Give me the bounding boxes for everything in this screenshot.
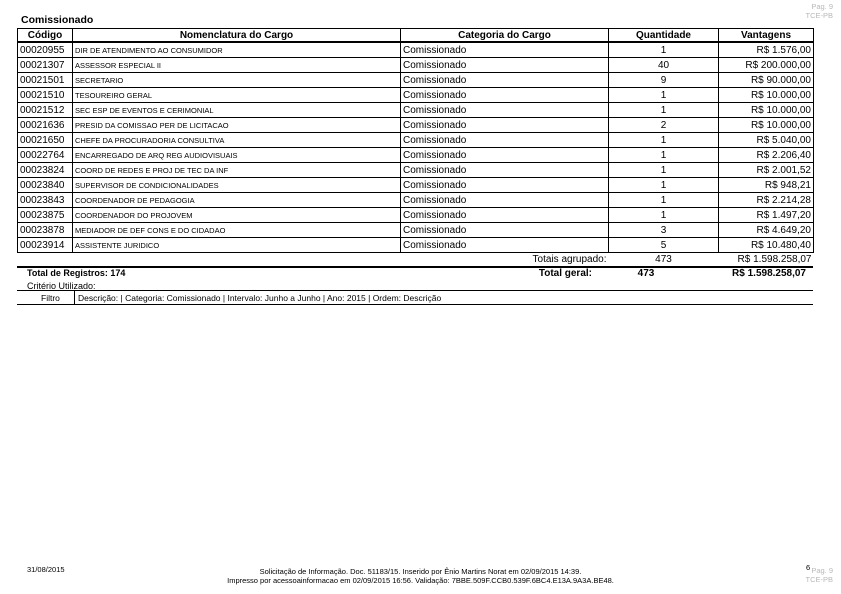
cell-categoria: Comissionado <box>401 73 609 88</box>
table-row <box>18 178 814 193</box>
header-categoria: Categoria do Cargo <box>401 29 609 43</box>
cell-nomenclatura: TESOUREIRO GERAL <box>73 88 401 103</box>
table-row <box>18 58 814 73</box>
cell-categoria: Comissionado <box>401 178 609 193</box>
cell-nomenclatura: COORDENADOR DO PROJOVEM <box>73 208 401 223</box>
cell-codigo: 00023875 <box>18 208 73 223</box>
cell-codigo: 00020955 <box>18 42 73 58</box>
cell-vantagens: R$ 2.214,28 <box>719 193 814 208</box>
cell-vantagens: R$ 2.206,40 <box>719 148 814 163</box>
totals-grouped-label: Totais agrupado: <box>532 254 607 265</box>
cell-categoria: Comissionado <box>401 163 609 178</box>
table-row <box>18 193 814 208</box>
cell-vantagens: R$ 10.480,40 <box>719 238 814 253</box>
cell-quantidade: 1 <box>609 133 719 148</box>
cell-vantagens: R$ 10.000,00 <box>719 103 814 118</box>
table-row <box>18 223 814 238</box>
cell-vantagens: R$ 90.000,00 <box>719 73 814 88</box>
total-geral-quantity: 473 <box>637 268 655 279</box>
watermark-org: TCE-PB <box>805 574 833 584</box>
filter-label: Filtro <box>41 293 60 303</box>
totals-grouped-quantity: 473 <box>655 254 672 265</box>
cell-codigo: 00021307 <box>18 58 73 73</box>
cell-codigo: 00022764 <box>18 148 73 163</box>
footer-date: 31/08/2015 <box>27 565 65 574</box>
cell-categoria: Comissionado <box>401 208 609 223</box>
cell-quantidade: 1 <box>609 178 719 193</box>
cell-nomenclatura: ASSESSOR ESPECIAL II <box>73 58 401 73</box>
cell-codigo: 00023840 <box>18 178 73 193</box>
table-row <box>18 103 814 118</box>
watermark-org: TCE-PB <box>805 10 833 20</box>
cell-codigo: 00023878 <box>18 223 73 238</box>
cell-nomenclatura: COORD DE REDES E PROJ DE TEC DA INF <box>73 163 401 178</box>
footer-page-number: 6 <box>806 563 811 572</box>
totals-grouped-value: R$ 1.598.258,07 <box>737 254 812 265</box>
table-row <box>18 148 814 163</box>
cell-codigo: 00021650 <box>18 133 73 148</box>
positions-table <box>17 28 814 266</box>
table-row <box>18 163 814 178</box>
cell-quantidade: 1 <box>609 163 719 178</box>
cell-vantagens: R$ 4.649,20 <box>719 223 814 238</box>
cell-quantidade: 40 <box>609 58 719 73</box>
cell-nomenclatura: PRESID DA COMISSAO PER DE LICITACAO <box>73 118 401 133</box>
criterio-label: Critério Utilizado: <box>27 281 96 291</box>
cell-quantidade: 1 <box>609 193 719 208</box>
section-title: Comissionado <box>21 14 94 26</box>
total-registros: Total de Registros: 174 <box>27 268 126 278</box>
cell-quantidade: 2 <box>609 118 719 133</box>
total-geral-value: R$ 1.598.258,07 <box>732 268 806 279</box>
cell-codigo: 00021512 <box>18 103 73 118</box>
cell-categoria: Comissionado <box>401 58 609 73</box>
table-row <box>18 208 814 223</box>
footer-print-info: Impresso por acessoainformacao em 02/09/2015 16:56. Validação: 7BBE.509F.CCB0.539F.6BC4.E13A.9A3A.BE48. <box>227 576 614 585</box>
cell-categoria: Comissionado <box>401 88 609 103</box>
total-geral-label: Total geral: <box>538 268 592 279</box>
header-codigo: Código <box>18 29 73 43</box>
footer-request-info: Solicitação de Informação. Doc. 51183/15. Inserido por Ênio Martins Norat em 02/09/2015 14:39. <box>259 567 582 576</box>
page-watermark-top <box>805 3 833 20</box>
cell-codigo: 00021510 <box>18 88 73 103</box>
cell-quantidade: 5 <box>609 238 719 253</box>
cell-quantidade: 1 <box>609 103 719 118</box>
filter-text: Descrição: | Categoria: Comissionado | Intervalo: Junho a Junho | Ano: 2015 | Ordem: Descrição <box>78 293 442 303</box>
cell-codigo: 00023824 <box>18 163 73 178</box>
cell-categoria: Comissionado <box>401 193 609 208</box>
cell-nomenclatura: SEC ESP DE EVENTOS E CERIMONIAL <box>73 103 401 118</box>
watermark-page: Pag. 9 <box>811 566 833 575</box>
cell-vantagens: R$ 5.040,00 <box>719 133 814 148</box>
cell-quantidade: 1 <box>609 208 719 223</box>
cell-categoria: Comissionado <box>401 118 609 133</box>
cell-nomenclatura: SUPERVISOR DE CONDICIONALIDADES <box>73 178 401 193</box>
cell-categoria: Comissionado <box>401 42 609 58</box>
header-quantidade: Quantidade <box>609 29 719 43</box>
table-row <box>18 73 814 88</box>
cell-vantagens: R$ 200.000,00 <box>719 58 814 73</box>
cell-nomenclatura: SECRETARIO <box>73 73 401 88</box>
table-header-row <box>18 29 814 43</box>
table-row <box>18 238 814 253</box>
table-body <box>18 42 814 266</box>
cell-quantidade: 1 <box>609 42 719 58</box>
cell-vantagens: R$ 1.497,20 <box>719 208 814 223</box>
table-row <box>18 118 814 133</box>
header-vantagens: Vantagens <box>719 29 814 43</box>
cell-codigo: 00021501 <box>18 73 73 88</box>
cell-nomenclatura: ASSISTENTE JURIDICO <box>73 238 401 253</box>
cell-categoria: Comissionado <box>401 238 609 253</box>
cell-codigo: 00023914 <box>18 238 73 253</box>
cell-vantagens: R$ 948,21 <box>719 178 814 193</box>
cell-quantidade: 1 <box>609 88 719 103</box>
cell-nomenclatura: CHEFE DA PROCURADORIA CONSULTIVA <box>73 133 401 148</box>
table-row <box>18 42 814 58</box>
divider <box>17 304 813 305</box>
cell-quantidade: 1 <box>609 148 719 163</box>
cell-codigo: 00021636 <box>18 118 73 133</box>
filter-separator <box>74 291 75 304</box>
watermark-page: Pag. 9 <box>811 2 833 11</box>
cell-quantidade: 9 <box>609 73 719 88</box>
cell-nomenclatura: COORDENADOR DE PEDAGOGIA <box>73 193 401 208</box>
cell-codigo: 00023843 <box>18 193 73 208</box>
cell-categoria: Comissionado <box>401 223 609 238</box>
cell-vantagens: R$ 10.000,00 <box>719 118 814 133</box>
cell-nomenclatura: ENCARREGADO DE ARQ REG AUDIOVISUAIS <box>73 148 401 163</box>
divider <box>17 290 813 291</box>
totals-grouped-row <box>18 253 814 267</box>
cell-vantagens: R$ 10.000,00 <box>719 88 814 103</box>
cell-categoria: Comissionado <box>401 133 609 148</box>
table-row <box>18 133 814 148</box>
cell-categoria: Comissionado <box>401 103 609 118</box>
cell-nomenclatura: DIR DE ATENDIMENTO AO CONSUMIDOR <box>73 42 401 58</box>
cell-vantagens: R$ 2.001,52 <box>719 163 814 178</box>
cell-nomenclatura: MEDIADOR DE DEF CONS E DO CIDADAO <box>73 223 401 238</box>
table-row <box>18 88 814 103</box>
cell-categoria: Comissionado <box>401 148 609 163</box>
page-watermark-bottom <box>805 567 833 584</box>
cell-quantidade: 3 <box>609 223 719 238</box>
header-nomenclatura: Nomenclatura do Cargo <box>73 29 401 43</box>
cell-vantagens: R$ 1.576,00 <box>719 42 814 58</box>
